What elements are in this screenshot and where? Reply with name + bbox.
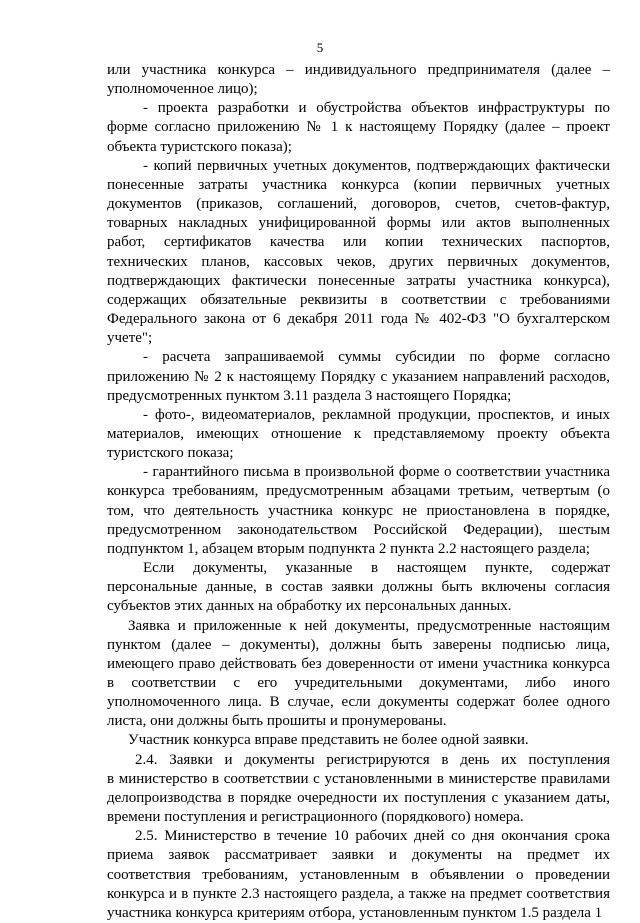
text-line: Участник конкурса вправе представить не более одной заявки. [128,732,529,749]
text-line: понесенные затраты участника конкурса (копии первичных учетных [107,176,610,193]
text-line: технических планов, кассовых чеков, других первичных документов, [107,253,610,270]
text-line: туристского показа; [107,445,234,462]
text-line: уполномоченного лица. В случае, если документы содержат более одного [107,694,610,711]
text-line: персональные данные, в состав заявки должны быть включены согласия [107,579,610,596]
text-line: соответствия требованиям, установленным в объявлении о проведении [107,866,610,883]
text-line: документов (приказов, соглашений, договоров, счетов, счетов-фактур, [107,196,610,213]
text-line: подтверждающих фактически понесенные затраты участника конкурса), [107,272,610,289]
text-line: товарных накладных унифицированной формы или актов выполненных [107,215,610,232]
paragraph [107,99,610,156]
text-line: делопроизводства в порядке очередности их поступления с указанием даты, [107,789,610,806]
text-line: форме согласно приложению № 1 к настоящему Порядку (далее – проект [107,119,610,136]
text-line: - гарантийного письма в произвольной форме о соответствии участника [143,464,610,481]
text-line: приложению № 2 к настоящему Порядку с указанием направлений расходов, [107,368,610,385]
document-body [107,61,610,923]
paragraph [107,348,610,405]
paragraph [107,751,610,828]
text-line: 2.4. Заявки и документы регистрируются в день их поступления [135,751,610,768]
text-line: конкурса требованиям, предусмотренным абзацами третьим, четвертым (о [107,483,610,500]
text-line: времени поступления и регистрационного (порядкового) номера. [107,809,524,826]
paragraph [107,559,610,616]
paragraph [107,463,610,559]
text-line: приема заявок рассматривает заявки и документы на предмет их [107,847,610,864]
text-line: работ, сертификатов качества или копии технических паспортов, [107,234,610,251]
paragraph [107,731,610,750]
text-line: конкурса и в пункте 2.3 настоящего раздела, а также на предмет соответствия [107,885,610,902]
text-line: подпунктом 1, абзацем вторым подпункта 2 пункта 2.2 настоящего раздела; [107,540,590,557]
text-line: Федерального закона от 6 декабря 2011 года № 402-ФЗ "О бухгалтерском [107,311,610,328]
paragraph [107,157,610,349]
text-line: объекта туристского показа); [107,138,292,155]
text-line: Заявка и приложенные к ней документы, предусмотренные настоящим [128,617,610,634]
text-line: субъектов этих данных на обработку их персональных данных. [107,598,512,615]
paragraph [107,61,610,99]
text-line: пунктом (далее – документы), должны быть заверены подписью лица, [107,636,610,653]
text-line: - проекта разработки и обустройства объектов инфраструктуры по [143,100,610,117]
text-line: материалов, имеющих отношение к представляемому проекту объекта [107,425,610,442]
text-line: предусмотренных пунктом 3.11 раздела 3 настоящего Порядка; [107,387,512,404]
paragraph [107,617,610,732]
text-line: в соответствии с его учредительными документами, либо иного [107,675,610,691]
text-line: содержащих обязательные реквизиты в соответствии с требованиями [107,291,610,308]
text-line: - расчета запрашиваемой суммы субсидии по форме согласно [143,349,610,366]
text-line: - копий первичных учетных документов, подтверждающих фактически [143,157,610,174]
paragraph [107,827,610,923]
text-line: имеющего право действовать без доверенности от имени участника конкурса [107,655,610,672]
text-line: листа, они должны быть прошиты и пронумерованы. [107,713,447,730]
text-line: - фото-, видеоматериалов, рекламной продукции, проспектов, и иных [143,406,610,423]
paragraph [107,406,610,463]
text-line: или участника конкурса – индивидуального предпринимателя (далее – [107,62,610,78]
text-line: Если документы, указанные в настоящем пункте, содержат [143,560,610,577]
text-line: том, что деятельность участника конкурс не приостановлена в порядке, [107,502,610,519]
text-line: 2.5. Министерство в течение 10 рабочих дней со дня окончания срока [135,828,610,845]
text-line: уполномоченное лицо); [107,81,258,98]
text-line: участника конкурса критериям отбора, установленным пунктом 1.5 раздела 1 [107,904,603,921]
text-line: в министерство в соответствии с установленными в министерстве правилами [107,770,610,787]
page-number: 5 [316,40,324,55]
text-line: предусмотренном законодательством Российской Федерации), шестым [107,521,610,538]
text-line: учете"; [107,330,153,347]
